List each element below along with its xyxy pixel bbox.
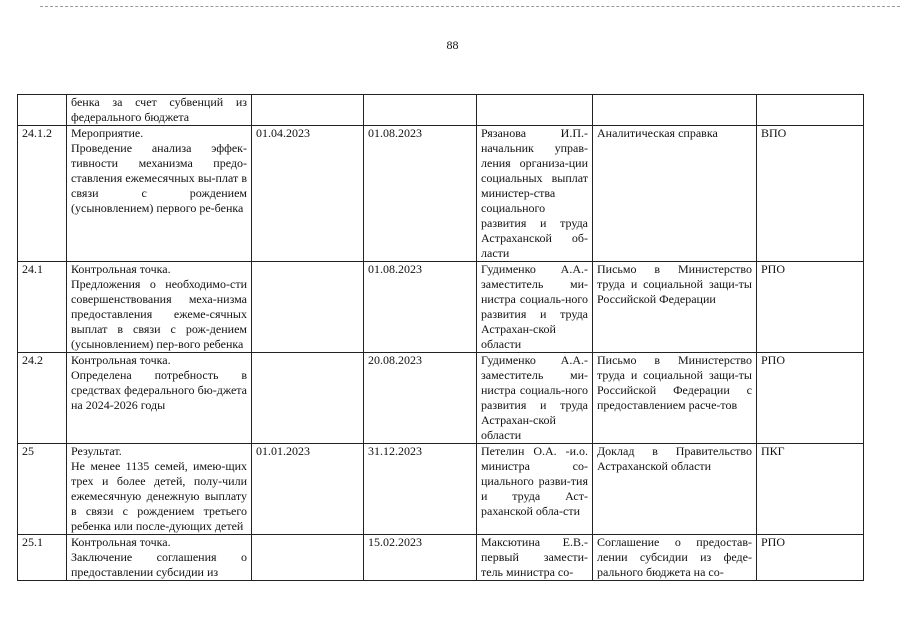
cell-document: Соглашение о предостав-лении субсидии из феде-рального бюджета на со- [593,535,757,581]
cell-description [67,95,252,126]
cell-description-line: Проведение анализа эффек-тивности механизма предо-ставления ежемесячных вы-плат в связи с рождением (усыновлением) первого ре-бенка [71,141,247,215]
cell-description-line: Контрольная точка. [71,535,171,549]
cell-description [67,535,252,581]
plan-table-body [18,95,864,581]
cell-description-line: Заключение соглашения о предоставлении субсидии из [71,550,247,579]
cell-num: 25 [18,444,67,535]
cell-code: РПО [757,353,864,444]
cell-responsible: Максютина Е.В.-первый замести-тель министра со- [477,535,593,581]
cell-document: Письмо в Министерство труда и социальной защи-ты Российской Федерации [593,262,757,353]
cell-description [67,353,252,444]
cell-code [757,95,864,126]
cell-responsible: Гудименко А.А.-заместитель ми-нистра социаль-ного развития и труда Астрахан-ской области [477,353,593,444]
cell-start-date: 01.01.2023 [252,444,364,535]
cell-document: Доклад в Правительство Астраханской области [593,444,757,535]
cell-num: 24.2 [18,353,67,444]
table-row [18,535,864,581]
cell-code: ВПО [757,126,864,262]
cell-description-line: Результат. [71,444,122,458]
cell-start-date [252,535,364,581]
cell-end-date: 01.08.2023 [364,126,477,262]
table-row [18,95,864,126]
cell-code: ПКГ [757,444,864,535]
plan-table [17,94,864,581]
cell-start-date [252,353,364,444]
scan-edge-line [40,6,900,8]
table-row [18,444,864,535]
cell-description [67,262,252,353]
cell-start-date [252,262,364,353]
cell-num: 25.1 [18,535,67,581]
cell-end-date: 01.08.2023 [364,262,477,353]
cell-end-date [364,95,477,126]
cell-description-line: Контрольная точка. [71,353,171,367]
cell-end-date: 31.12.2023 [364,444,477,535]
cell-code: РПО [757,535,864,581]
cell-start-date: 01.04.2023 [252,126,364,262]
cell-end-date: 20.08.2023 [364,353,477,444]
cell-description [67,444,252,535]
cell-description-line: Контрольная точка. [71,262,171,276]
cell-description [67,126,252,262]
cell-responsible: Рязанова И.П.-начальник управ-ления организа-ции социальных выплат министер-ства социального развития и труда Астраханской об-ласти [477,126,593,262]
cell-code: РПО [757,262,864,353]
cell-responsible: Гудименко А.А.-заместитель ми-нистра социаль-ного развития и труда Астрахан-ской области [477,262,593,353]
table-row [18,353,864,444]
cell-document: Письмо в Министерство труда и социальной защи-ты Российской Федерации с предоставлением расче-тов [593,353,757,444]
cell-responsible [477,95,593,126]
cell-description-line: Мероприятие. [71,126,144,140]
cell-num: 24.1.2 [18,126,67,262]
cell-end-date: 15.02.2023 [364,535,477,581]
cell-description-line: Определена потребность в средствах федерального бю-джета на 2024-2026 годы [71,368,247,412]
cell-description-line: бенка за счет субвенций из федерального бюджета [71,95,247,124]
cell-description-line: Не менее 1135 семей, имею-щих трех и более детей, полу-чили ежемесячную денежную выплату в связи с рождением третьего ребенка или после-дующих детей [71,459,247,533]
cell-num: 24.1 [18,262,67,353]
table-row [18,262,864,353]
cell-start-date [252,95,364,126]
page-number: 88 [446,38,459,52]
cell-num [18,95,67,126]
cell-document [593,95,757,126]
table-row [18,126,864,262]
cell-description-line: Предложения о необходимо-сти совершенствования меха-низма предоставления ежеме-сячных выплат в связи с рож-дением (усыновлением) пер-вого ребенка [71,277,247,351]
cell-document: Аналитическая справка [593,126,757,262]
cell-responsible: Петелин О.А. -и.о. министра со-циального разви-тия и труда Аст-раханской обла-сти [477,444,593,535]
